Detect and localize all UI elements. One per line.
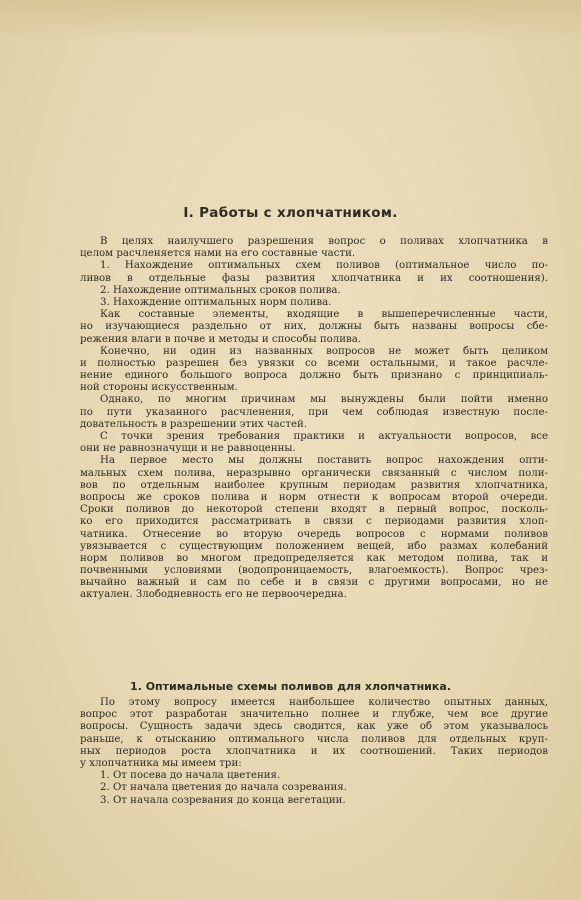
text-line: они не равнозначущи и не равноценны. — [80, 443, 296, 455]
text-line: нение единого большого вопроса должно быть признано с принципиаль- — [80, 370, 548, 382]
subsection-title: 1. Оптимальные схемы поливов для хлопчатника. — [130, 680, 451, 693]
text-line: По этому вопросу имеется наибольшее количество опытных данных, — [100, 697, 548, 708]
text-line: мальных схем полива, неразрывно органически связанный с числом поли- — [80, 467, 548, 479]
text-line: чатника. Отнесение во вторую очередь вопросов с нормами поливов — [80, 528, 548, 540]
text-line: и полностью разрешен без увязки со всеми остальными, и такое расчле- — [80, 357, 548, 369]
section-body — [80, 236, 548, 602]
text-line: 3. Нахождение оптимальных норм полива. — [100, 296, 332, 308]
text-line: 1. От посева до начала цветения. — [100, 770, 281, 782]
text-line: довательность в разрешении этих частей. — [80, 418, 308, 430]
text-line: ной стороны искусственным. — [80, 382, 238, 394]
text-line: Сроки поливов до некоторой степени входят в первый вопрос, посколь- — [80, 504, 548, 516]
text-line: вов по отдельным наиболее крупным периодам развития хлопчатника, — [80, 479, 548, 491]
text-line: ных периодов роста хлопчатника и их соотношений. Таких периодов — [80, 745, 548, 757]
text-line: вопрос этот разработан значительно полнее и глубже, чем все другие — [80, 709, 548, 721]
text-line: 3. От начала созревания до конца вегетации. — [100, 794, 346, 806]
text-line: Как составные элементы, входящие в вышеперечисленные части, — [100, 309, 548, 321]
text-line: В целях наилучшего разрешения вопрос о поливах хлопчатника в — [100, 236, 548, 247]
text-line: ко его приходится рассматривать в связи с периодами развития хлоп- — [80, 516, 548, 528]
text-line: но изучающиеся раздельно от них, должны быть названы вопросы сбе- — [80, 321, 548, 333]
text-line: вопросы же сроков полива и норм отнести к вопросам второй очереди. — [80, 491, 548, 503]
text-line: Однако, по многим причинам мы вынуждены были пойти именно — [100, 394, 548, 406]
page-edge-stain — [0, 0, 581, 40]
subsection-body — [80, 697, 548, 807]
text-line: почвенными условиями (водопроницаемость, влагоемкость). Вопрос чрез- — [80, 565, 548, 577]
text-line: увязывается с существующим положением вещей, ибо размах колебаний — [80, 540, 548, 552]
text-line: 1. Нахождение оптимальных схем поливов (оптимальное число по- — [100, 260, 548, 272]
text-line: вычайно важный и сам по себе и в связи с другими вопросами, но не — [80, 577, 548, 589]
text-line: 2. Нахождение оптимальных сроков полива. — [100, 284, 341, 296]
text-line: вопросы. Сущность задачи здесь сводится, как уже об этом указывалось — [80, 721, 548, 733]
text-line: Конечно, ни один из названных вопросов не может быть целиком — [100, 345, 548, 357]
text-line: у хлопчатника мы имеем три: — [80, 757, 242, 769]
text-line: норм поливов во многом предопределяется как методом полива, так и — [80, 552, 548, 564]
text-line: С точки зрения требования практики и актуальности вопросов, все — [100, 431, 548, 442]
text-line: На первое место мы должны поставить вопрос нахождения опти- — [100, 455, 548, 467]
text-line: режения влаги в почве и методы и способы полива. — [80, 333, 362, 345]
text-line: актуален. Злободневность его не первоочередна. — [80, 589, 347, 601]
text-line: ливов в отдельные фазы развития хлопчатника и их соотношения). — [80, 272, 548, 284]
text-line: по пути указанного расчленения, при чем соблюдая известную после- — [80, 406, 548, 418]
text-line: целом расчленяется нами на его составные части. — [80, 248, 356, 260]
text-line: раньше, к отысканию оптимального числа поливов для отдельных круп- — [80, 733, 548, 745]
section-title: I. Работы с хлопчатником. — [183, 205, 398, 221]
text-line: 2. От начала цветения до начала созревания. — [100, 782, 347, 794]
